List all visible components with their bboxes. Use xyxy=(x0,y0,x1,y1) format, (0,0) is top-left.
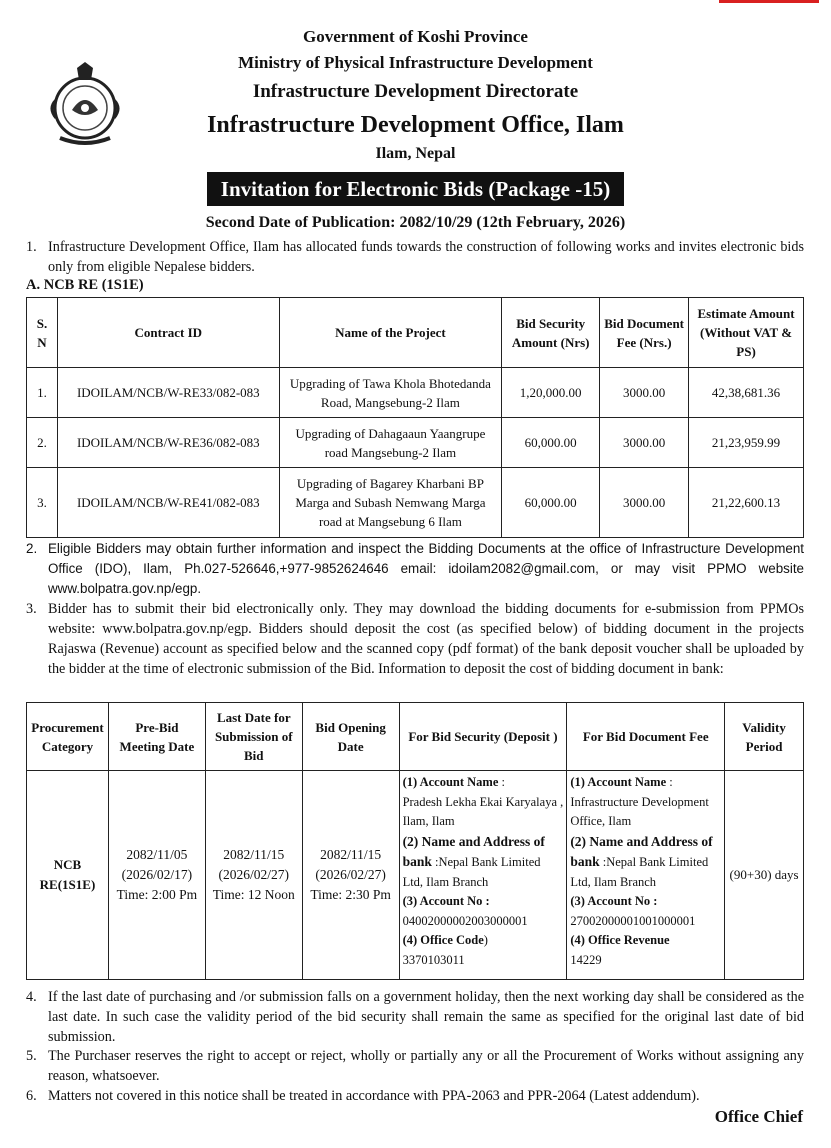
cell-project-name: Upgrading of Tawa Khola Bhotedanda Road, Mangsebung-2 Ilam xyxy=(279,368,502,418)
header-estimate: Estimate Amount (Without VAT & PS) xyxy=(689,298,804,368)
cell-contract-id: IDOILAM/NCB/W-RE33/082-083 xyxy=(57,368,279,418)
opening-time: Time: 2:30 Pm xyxy=(310,887,391,902)
prebid-date: 2082/11/05 xyxy=(126,847,188,862)
para-text: If the last date of purchasing and /or submission falls on a government holiday, then the next working day shall be considered as the last date. In such case the validity period of the bid security shall remain the same as specified for the original last date of bid submission. xyxy=(48,989,804,1045)
opening-date: 2082/11/15 xyxy=(320,847,382,862)
header-document-fee: For Bid Document Fee xyxy=(567,703,725,771)
header-category: Procurement Category xyxy=(27,703,109,771)
prebid-ad-date: (2026/02/17) xyxy=(121,867,193,882)
header-bid-security: For Bid Security (Deposit ) xyxy=(399,703,567,771)
paragraph-1 xyxy=(26,237,804,277)
header-project-name: Name of the Project xyxy=(279,298,502,368)
para-text: The Purchaser reserves the right to accept or reject, wholly or partially any or all the Procurement of Works without assigning any reason, whatsoever. xyxy=(48,1048,804,1084)
signature-office-chief: Office Chief xyxy=(714,1107,803,1126)
header-ministry: Ministry of Physical Infrastructure Development xyxy=(238,53,593,72)
paragraph-2 xyxy=(26,539,804,599)
header-government: Government of Koshi Province xyxy=(303,27,528,46)
cell-last-date xyxy=(205,771,302,980)
section-a-label: A. NCB RE (1S1E) xyxy=(26,277,144,293)
fee-account-no-label: (3) Account No xyxy=(570,894,651,908)
para-number: 3. xyxy=(26,601,37,617)
para-number: 1. xyxy=(26,239,37,255)
fee-bank-label: (2) Name and Address of bank xyxy=(570,833,713,869)
security-office-code-label: (4) Office Code xyxy=(402,933,484,947)
header-document-fee: Bid Document Fee (Nrs.) xyxy=(600,298,689,368)
cell-sn: 1. xyxy=(27,368,58,418)
fee-account-name: Infrastructure Development Office, Ilam xyxy=(570,794,709,828)
cell-prebid xyxy=(108,771,205,980)
cell-document-fee: (1) Account Name : Infrastructure Development Office, Ilam (2) Name and Address of bank :Nepal Bank Limited Ltd, Ilam Branch (3) Account No : 27002000001001000001 (4) Office Revenue 14229 xyxy=(567,771,725,980)
para-number: 6. xyxy=(26,1088,37,1104)
para-number: 2. xyxy=(26,541,38,556)
cell-category: NCB RE(1S1E) xyxy=(27,771,109,980)
cell-fee: 3000.00 xyxy=(600,368,689,418)
table-row xyxy=(27,771,804,980)
cell-contract-id: IDOILAM/NCB/W-RE36/082-083 xyxy=(57,418,279,468)
cell-security: 60,000.00 xyxy=(502,468,600,538)
para-text: Bidder has to submit their bid electronically only. They may download the bidding documents for e-submission from PPMOs website: www.bolpatra.gov.np/egp. Bidders should deposit the cost (as specified below) of bidding document in the projects Rajaswa (Revenue) account as specified below and the scanned copy (pdf format) of the bank deposit voucher shall be uploaded by the bidder at the time of electronic submission of the Bid. Information to deposit the cost of bidding document in bank: xyxy=(48,601,804,677)
security-account-no: 04002000002003000001 xyxy=(402,913,528,928)
header-office: Infrastructure Development Office, Ilam xyxy=(207,112,624,138)
cell-project-name: Upgrading of Dahagaaun Yaangrupe road Mangsebung-2 Ilam xyxy=(279,418,502,468)
header-directorate: Infrastructure Development Directorate xyxy=(252,81,579,102)
cell-fee: 3000.00 xyxy=(600,418,689,468)
prebid-time: Time: 2:00 Pm xyxy=(116,887,198,902)
cell-opening xyxy=(302,771,399,980)
last-ad-date: (2026/02/27) xyxy=(218,867,290,882)
fee-bank: :Nepal Bank Limited Ltd, Ilam Branch xyxy=(570,855,709,889)
cell-estimate: 21,22,600.13 xyxy=(689,468,804,538)
header-last-date: Last Date for Submission of Bid xyxy=(205,703,302,771)
publication-date: Second Date of Publication: 2082/10/29 (12th February, 2026) xyxy=(205,214,626,231)
header-location: Ilam, Nepal xyxy=(375,145,456,162)
cell-project-name: Upgrading of Bagarey Kharbani BP Marga and Subash Nemwang Marga road at Mangsebung 6 Ilam xyxy=(279,468,502,538)
cell-estimate: 42,38,681.36 xyxy=(689,368,804,418)
para-number: 5. xyxy=(26,1048,37,1064)
security-account-name-label: (1) Account Name xyxy=(402,775,499,789)
cell-bid-security: (1) Account Name : Pradesh Lekha Ekai Karyalaya , Ilam, Ilam (2) Name and Address of bank :Nepal Bank Limited Ltd, Ilam Branch (3) Account No : 04002000002003000001 (4) Office Code) 3370103011 xyxy=(399,771,567,980)
fee-office-revenue: 14229 xyxy=(570,952,602,967)
security-account-name: Pradesh Lekha Ekai Karyalaya , Ilam, Ilam xyxy=(402,794,564,828)
notice-title-banner: Invitation for Electronic Bids (Package -15) xyxy=(207,172,624,206)
paragraph-4 xyxy=(26,987,804,1047)
deposit-table xyxy=(26,702,804,980)
last-time: Time: 12 Noon xyxy=(212,887,295,902)
fee-office-revenue-label: (4) Office Revenue xyxy=(570,933,670,947)
paragraph-5 xyxy=(26,1046,804,1086)
table-row xyxy=(27,468,804,538)
cell-sn: 2. xyxy=(27,418,58,468)
security-account-no-label: (3) Account No xyxy=(402,894,483,908)
header-sn: S. N xyxy=(27,298,58,368)
last-date: 2082/11/15 xyxy=(223,847,285,862)
works-table xyxy=(26,297,804,538)
fee-account-name-label: (1) Account Name xyxy=(570,775,667,789)
para-number: 4. xyxy=(26,989,37,1005)
fee-account-no: 27002000001001000001 xyxy=(570,913,696,928)
security-bank-label: (2) Name and Address of bank xyxy=(402,833,545,869)
header-bid-security: Bid Security Amount (Nrs) xyxy=(502,298,600,368)
paragraph-6 xyxy=(26,1086,804,1106)
security-office-code: 3370103011 xyxy=(402,952,465,967)
table-row xyxy=(27,368,804,418)
header-prebid: Pre-Bid Meeting Date xyxy=(108,703,205,771)
opening-ad-date: (2026/02/27) xyxy=(315,867,386,882)
para-text: Eligible Bidders may obtain further information and inspect the Bidding Documents at the office of Infrastructure Development Office (IDO), Ilam, Ph.027-526646,+977-9852624646 email: idoilam2082@gmail.com, or may visit PPMO website www.bolpatra.gov.np/egp. xyxy=(48,541,804,596)
security-bank: :Nepal Bank Limited Ltd, Ilam Branch xyxy=(402,855,541,889)
cell-contract-id: IDOILAM/NCB/W-RE41/082-083 xyxy=(57,468,279,538)
header-opening: Bid Opening Date xyxy=(302,703,399,771)
table-row xyxy=(27,418,804,468)
header xyxy=(0,24,831,166)
header-contract-id: Contract ID xyxy=(57,298,279,368)
header-validity: Validity Period xyxy=(725,703,804,771)
cell-sn: 3. xyxy=(27,468,58,538)
cell-validity: (90+30) days xyxy=(725,771,804,980)
top-accent-bar xyxy=(719,0,819,3)
paragraph-3 xyxy=(26,599,804,679)
table-header-row xyxy=(27,298,804,368)
cell-fee: 3000.00 xyxy=(600,468,689,538)
para-text: Matters not covered in this notice shall be treated in accordance with PPA-2063 and PPR-2064 (Latest addendum). xyxy=(48,1088,700,1104)
para-text: Infrastructure Development Office, Ilam has allocated funds towards the construction of following works and invites electronic bids only from eligible Nepalese bidders. xyxy=(48,239,804,275)
cell-security: 60,000.00 xyxy=(502,418,600,468)
cell-security: 1,20,000.00 xyxy=(502,368,600,418)
cell-estimate: 21,23,959.99 xyxy=(689,418,804,468)
table-header-row xyxy=(27,703,804,771)
